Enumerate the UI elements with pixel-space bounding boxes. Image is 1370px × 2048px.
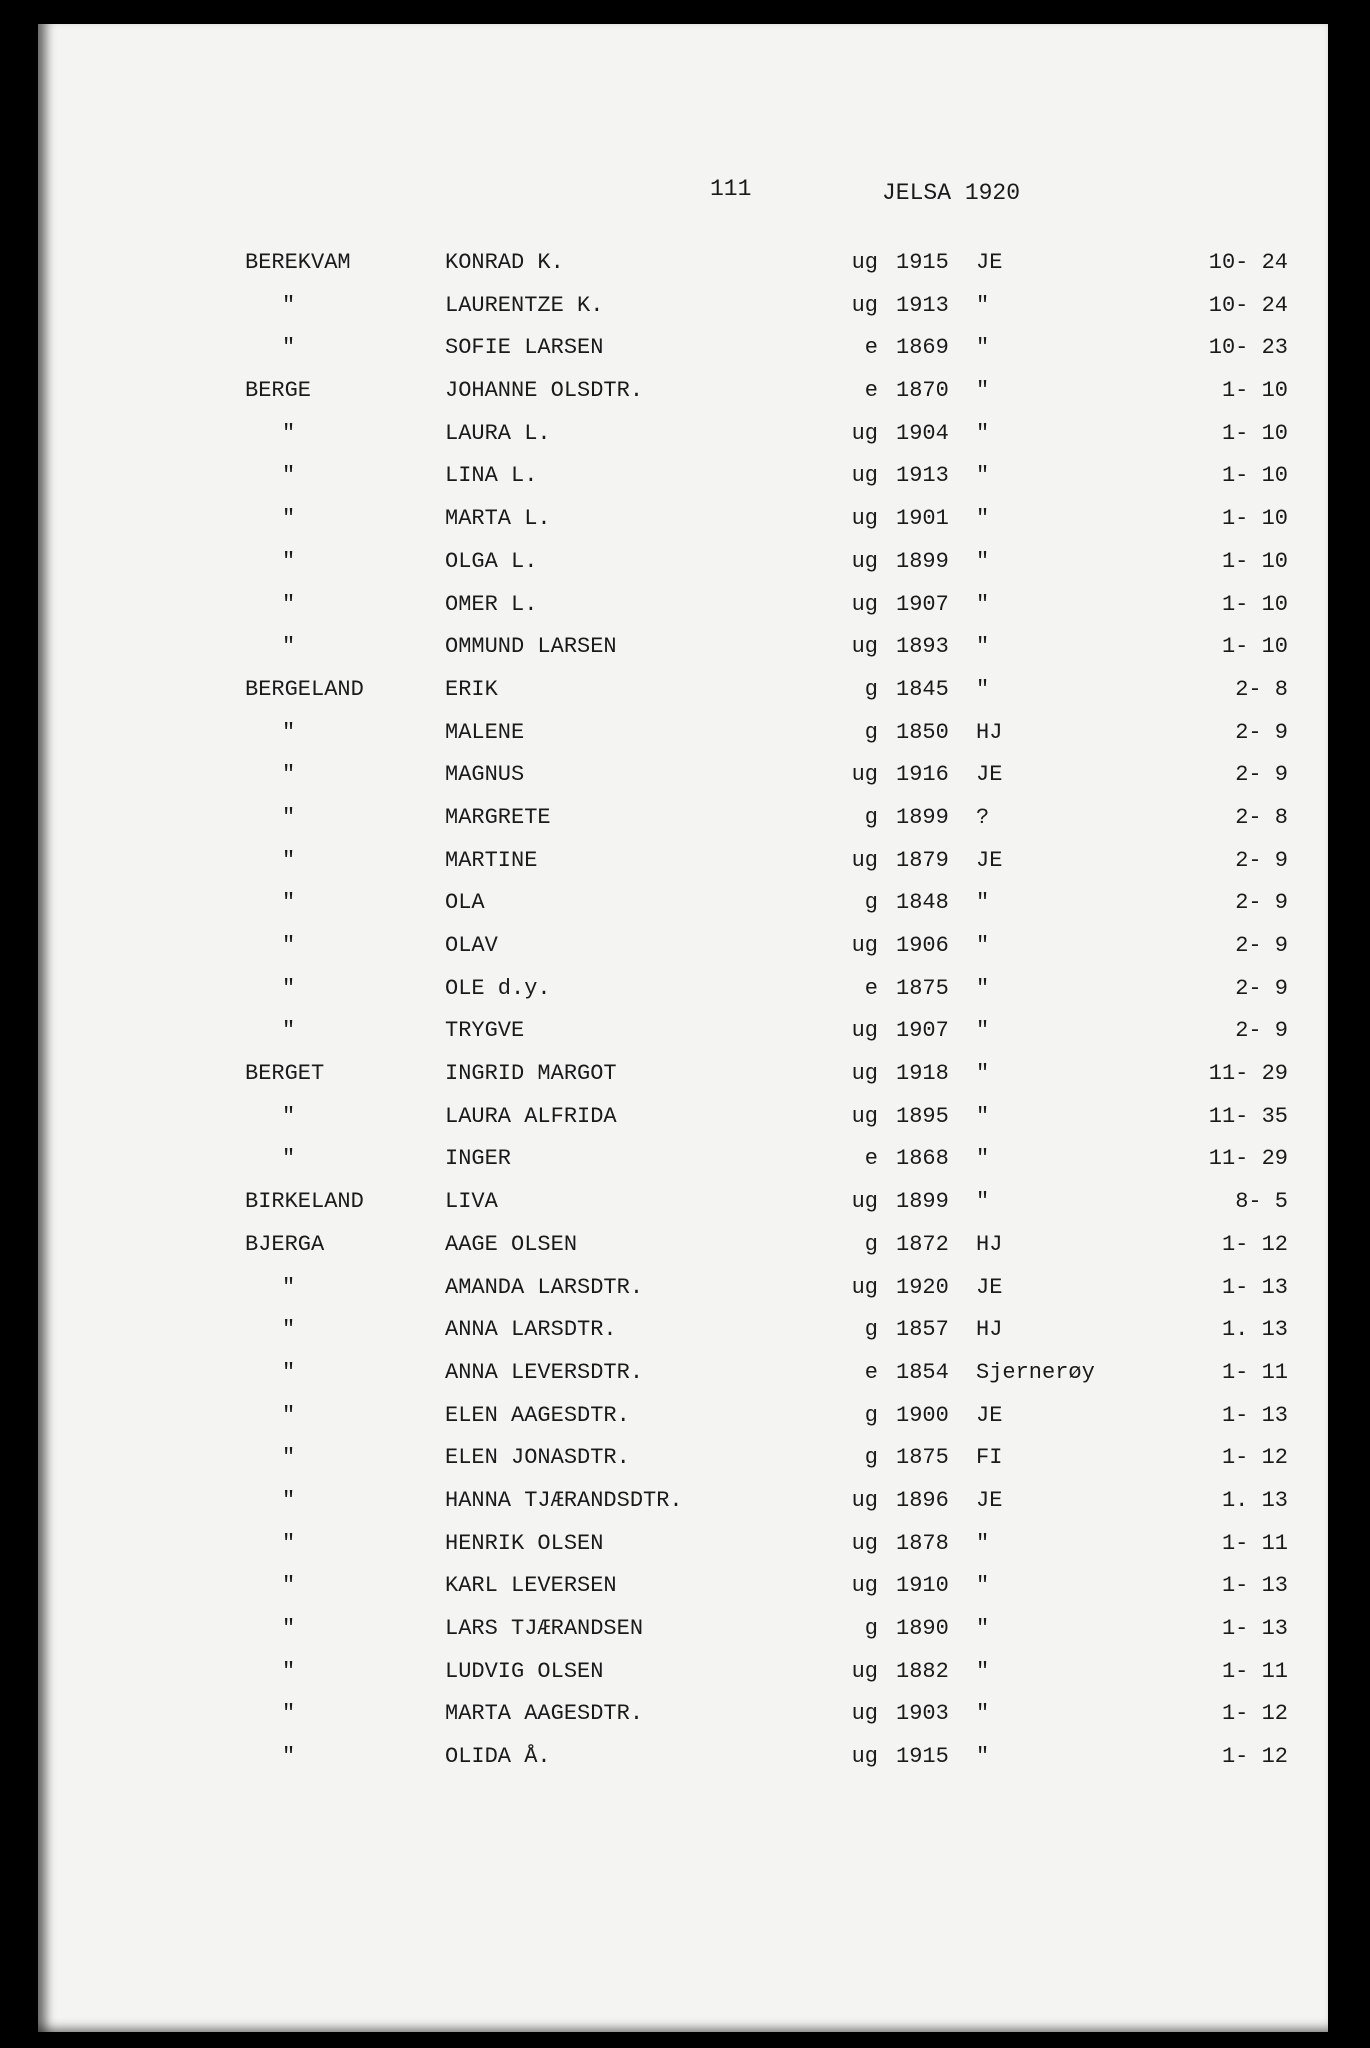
table-row [0, 677, 1370, 720]
person-name: OMER L. [445, 591, 538, 617]
table-row [0, 1701, 1370, 1744]
birth-place: JE [976, 250, 1003, 275]
table-row [0, 720, 1370, 763]
birth-place: " [976, 420, 990, 446]
marital-status: ug [851, 506, 878, 532]
person-name: HENRIK OLSEN [445, 1530, 604, 1556]
farm-name: " [282, 420, 296, 446]
table-row [0, 762, 1370, 805]
table-row [0, 335, 1370, 378]
birth-year: 1913 [896, 463, 949, 489]
person-name: LAURENTZE K. [445, 292, 604, 318]
person-name: HANNA TJÆRANDSDTR. [445, 1487, 683, 1513]
marital-status: g [864, 676, 878, 702]
farm-name: " [282, 1359, 296, 1385]
table-row [0, 976, 1370, 1019]
person-name: OLGA L. [445, 548, 538, 574]
marital-status: e [864, 335, 878, 361]
table-row [0, 1275, 1370, 1318]
farm-name: " [282, 1146, 296, 1172]
farm-name: " [282, 1445, 296, 1471]
reference-number: 1- 13 [1221, 1573, 1288, 1599]
marital-status: ug [851, 847, 878, 873]
marital-status: g [864, 719, 878, 745]
table-row [0, 1531, 1370, 1574]
marital-status: ug [851, 1018, 878, 1044]
birth-place: JE [976, 847, 1003, 873]
page-header [0, 176, 1370, 212]
marital-status: ug [851, 1530, 878, 1556]
reference-number: 11- 35 [1208, 1103, 1288, 1129]
person-name: ANNA LARSDTR. [445, 1317, 617, 1343]
table-row [0, 421, 1370, 464]
marital-status: e [864, 1146, 878, 1172]
reference-number: 1- 12 [1221, 1231, 1288, 1257]
farm-name: " [282, 1573, 296, 1599]
birth-year: 1890 [896, 1616, 949, 1641]
birth-place: " [976, 1530, 990, 1556]
birth-place: JE [976, 1402, 1003, 1428]
farm-name: " [282, 1317, 296, 1343]
marital-status: ug [851, 1487, 878, 1513]
birth-place: FI [976, 1445, 1003, 1471]
person-name: MARTINE [445, 847, 538, 873]
birth-year: 1895 [896, 1103, 949, 1129]
person-name: OLE d.y. [445, 975, 551, 1001]
table-row [0, 463, 1370, 506]
birth-year: 1879 [896, 847, 949, 873]
birth-place: " [976, 548, 990, 574]
birth-year: 1850 [896, 719, 949, 745]
farm-name: " [282, 506, 296, 532]
birth-place: " [976, 975, 990, 1001]
marital-status: ug [851, 1658, 878, 1684]
marital-status: ug [851, 1103, 878, 1129]
birth-place: " [976, 1658, 990, 1684]
reference-number: 1- 11 [1221, 1658, 1288, 1684]
birth-year: 1893 [896, 634, 949, 660]
farm-name: " [282, 847, 296, 873]
reference-number: 1- 12 [1221, 1701, 1288, 1727]
farm-name: " [282, 548, 296, 574]
marital-status: g [864, 1402, 878, 1428]
farm-name: " [282, 591, 296, 617]
birth-year: 1848 [896, 890, 949, 916]
marital-status: g [864, 1445, 878, 1471]
person-name: MARTA L. [445, 506, 551, 532]
birth-year: 1875 [896, 1445, 949, 1471]
marital-status: ug [851, 548, 878, 574]
farm-name: " [282, 762, 296, 788]
table-row [0, 1403, 1370, 1446]
person-name: OLIDA Å. [445, 1744, 551, 1770]
birth-place: " [976, 1103, 990, 1129]
marital-status: ug [851, 1573, 878, 1599]
person-name: LINA L. [445, 463, 538, 489]
marital-status: g [864, 1231, 878, 1257]
person-name: KARL LEVERSEN [445, 1573, 617, 1599]
birth-year: 1906 [896, 933, 949, 958]
page-number: 111 [710, 176, 752, 202]
person-name: ELEN JONASDTR. [445, 1445, 630, 1471]
birth-place: JE [976, 1487, 1003, 1513]
birth-place: HJ [976, 719, 1003, 745]
farm-name: " [282, 634, 296, 660]
table-row [0, 1146, 1370, 1189]
reference-number: 8- 5 [1235, 1189, 1288, 1215]
table-row [0, 1232, 1370, 1275]
reference-number: 2- 8 [1235, 676, 1288, 702]
marital-status: ug [851, 250, 878, 275]
reference-number: 2- 9 [1235, 933, 1288, 958]
birth-place: " [976, 506, 990, 532]
table-row [0, 1488, 1370, 1531]
reference-number: 1- 13 [1221, 1616, 1288, 1641]
reference-number: 10- 24 [1208, 292, 1288, 318]
marital-status: ug [851, 1189, 878, 1215]
reference-number: 2- 9 [1235, 847, 1288, 873]
birth-year: 1915 [896, 250, 949, 275]
farm-name: " [282, 1402, 296, 1428]
reference-number: 2- 8 [1235, 804, 1288, 830]
birth-place: " [976, 1744, 990, 1770]
birth-year: 1916 [896, 762, 949, 788]
farm-name: BERGE [245, 378, 312, 404]
birth-place: " [976, 463, 990, 489]
person-name: LARS TJÆRANDSEN [445, 1616, 644, 1641]
table-row [0, 890, 1370, 933]
birth-year: 1907 [896, 1018, 949, 1044]
reference-number: 1. 13 [1221, 1487, 1288, 1513]
marital-status: ug [851, 1701, 878, 1727]
marital-status: ug [851, 463, 878, 489]
reference-number: 1- 13 [1221, 1402, 1288, 1428]
person-name: AAGE OLSEN [445, 1231, 578, 1257]
table-row [0, 634, 1370, 677]
birth-year: 1896 [896, 1487, 949, 1513]
birth-place: " [976, 1061, 990, 1087]
marital-status: ug [851, 1061, 878, 1087]
table-row [0, 1104, 1370, 1147]
reference-number: 1- 12 [1221, 1445, 1288, 1471]
reference-number: 2- 9 [1235, 975, 1288, 1001]
person-name: OLA [445, 890, 485, 916]
birth-year: 1904 [896, 420, 949, 446]
birth-year: 1899 [896, 1189, 949, 1215]
reference-number: 1- 13 [1221, 1274, 1288, 1300]
birth-year: 1899 [896, 804, 949, 830]
farm-name: " [282, 1616, 296, 1641]
farm-name: " [282, 1487, 296, 1513]
reference-number: 2- 9 [1235, 1018, 1288, 1044]
marital-status: ug [851, 420, 878, 446]
person-name: OLAV [445, 933, 498, 958]
table-row [0, 378, 1370, 421]
reference-number: 11- 29 [1208, 1146, 1288, 1172]
reference-number: 10- 24 [1208, 250, 1288, 275]
farm-name: " [282, 890, 296, 916]
table-row [0, 1317, 1370, 1360]
farm-name: " [282, 933, 296, 958]
farm-name: BJERGA [245, 1231, 325, 1257]
person-name: KONRAD K. [445, 250, 564, 275]
farm-name: " [282, 1018, 296, 1044]
person-name: ELEN AAGESDTR. [445, 1402, 630, 1428]
birth-year: 1901 [896, 506, 949, 532]
farm-name: " [282, 1274, 296, 1300]
reference-number: 1. 13 [1221, 1317, 1288, 1343]
marital-status: ug [851, 292, 878, 318]
reference-number: 1- 11 [1221, 1359, 1288, 1385]
birth-place: " [976, 292, 990, 318]
reference-number: 1- 10 [1221, 463, 1288, 489]
marital-status: ug [851, 1274, 878, 1300]
marital-status: ug [851, 762, 878, 788]
birth-year: 1900 [896, 1402, 949, 1428]
birth-year: 1882 [896, 1658, 949, 1684]
marital-status: ug [851, 1744, 878, 1770]
birth-place: ? [976, 804, 990, 830]
table-row [0, 1744, 1370, 1787]
reference-number: 1- 10 [1221, 591, 1288, 617]
birth-year: 1870 [896, 378, 949, 404]
person-name: INGRID MARGOT [445, 1061, 617, 1087]
reference-number: 1- 10 [1221, 548, 1288, 574]
marital-status: e [864, 1359, 878, 1385]
reference-number: 1- 10 [1221, 506, 1288, 532]
farm-name: " [282, 1103, 296, 1129]
birth-place: " [976, 591, 990, 617]
farm-name: " [282, 1744, 296, 1770]
table-row [0, 848, 1370, 891]
person-name: MARTA AAGESDTR. [445, 1701, 644, 1727]
reference-number: 2- 9 [1235, 719, 1288, 745]
person-name: TRYGVE [445, 1018, 525, 1044]
farm-name: " [282, 804, 296, 830]
birth-place: HJ [976, 1317, 1003, 1343]
birth-place: " [976, 1189, 990, 1215]
birth-year: 1903 [896, 1701, 949, 1727]
table-row [0, 1616, 1370, 1659]
person-name: MAGNUS [445, 762, 525, 788]
marital-status: ug [851, 634, 878, 660]
farm-name: " [282, 975, 296, 1001]
person-name: ERIK [445, 676, 498, 702]
birth-place: " [976, 1018, 990, 1044]
page-title: JELSA 1920 [882, 180, 1021, 206]
person-name: LAURA L. [445, 420, 551, 446]
census-list [0, 250, 1370, 1787]
farm-name: " [282, 292, 296, 318]
table-row [0, 1061, 1370, 1104]
birth-place: " [976, 933, 990, 958]
table-row [0, 506, 1370, 549]
table-row [0, 1659, 1370, 1702]
birth-place: " [976, 378, 990, 404]
farm-name: BEREKVAM [245, 250, 351, 275]
birth-place: HJ [976, 1231, 1003, 1257]
birth-year: 1913 [896, 292, 949, 318]
table-row [0, 1360, 1370, 1403]
marital-status: g [864, 804, 878, 830]
table-row [0, 1445, 1370, 1488]
reference-number: 11- 29 [1208, 1061, 1288, 1087]
table-row [0, 549, 1370, 592]
marital-status: g [864, 890, 878, 916]
person-name: AMANDA LARSDTR. [445, 1274, 644, 1300]
birth-year: 1872 [896, 1231, 949, 1257]
person-name: OMMUND LARSEN [445, 634, 617, 660]
birth-year: 1878 [896, 1530, 949, 1556]
birth-year: 1869 [896, 335, 949, 361]
farm-name: " [282, 1701, 296, 1727]
marital-status: e [864, 378, 878, 404]
birth-year: 1918 [896, 1061, 949, 1087]
birth-place: JE [976, 1274, 1003, 1300]
birth-year: 1899 [896, 548, 949, 574]
birth-year: 1854 [896, 1359, 949, 1385]
farm-name: BIRKELAND [245, 1189, 364, 1215]
table-row [0, 805, 1370, 848]
birth-place: " [976, 676, 990, 702]
reference-number: 1- 10 [1221, 378, 1288, 404]
birth-year: 1910 [896, 1573, 949, 1599]
person-name: ANNA LEVERSDTR. [445, 1359, 644, 1385]
marital-status: e [864, 975, 878, 1001]
birth-place: " [976, 335, 990, 361]
reference-number: 1- 11 [1221, 1530, 1288, 1556]
person-name: LUDVIG OLSEN [445, 1658, 604, 1684]
birth-place: " [976, 1573, 990, 1599]
birth-place: JE [976, 762, 1003, 788]
table-row [0, 1573, 1370, 1616]
birth-year: 1845 [896, 676, 949, 702]
person-name: LAURA ALFRIDA [445, 1103, 617, 1129]
table-row [0, 250, 1370, 293]
person-name: JOHANNE OLSDTR. [445, 378, 644, 404]
table-row [0, 293, 1370, 336]
farm-name: " [282, 1658, 296, 1684]
farm-name: " [282, 335, 296, 361]
birth-place: Sjernerøy [976, 1359, 1095, 1385]
person-name: INGER [445, 1146, 512, 1172]
birth-place: " [976, 1701, 990, 1727]
reference-number: 10- 23 [1208, 335, 1288, 361]
birth-year: 1920 [896, 1274, 949, 1300]
table-row [0, 933, 1370, 976]
marital-status: g [864, 1317, 878, 1343]
table-row [0, 592, 1370, 635]
person-name: MALENE [445, 719, 525, 745]
farm-name: " [282, 719, 296, 745]
marital-status: g [864, 1616, 878, 1641]
reference-number: 1- 10 [1221, 634, 1288, 660]
marital-status: ug [851, 933, 878, 958]
farm-name: BERGELAND [245, 676, 364, 702]
birth-place: " [976, 1146, 990, 1172]
marital-status: ug [851, 591, 878, 617]
table-row [0, 1018, 1370, 1061]
farm-name: BERGET [245, 1061, 325, 1087]
reference-number: 2- 9 [1235, 762, 1288, 788]
birth-place: " [976, 1616, 990, 1641]
reference-number: 2- 9 [1235, 890, 1288, 916]
birth-year: 1868 [896, 1146, 949, 1172]
birth-year: 1915 [896, 1744, 949, 1770]
farm-name: " [282, 1530, 296, 1556]
farm-name: " [282, 463, 296, 489]
reference-number: 1- 10 [1221, 420, 1288, 446]
person-name: MARGRETE [445, 804, 551, 830]
reference-number: 1- 12 [1221, 1744, 1288, 1770]
birth-year: 1907 [896, 591, 949, 617]
table-row [0, 1189, 1370, 1232]
birth-year: 1875 [896, 975, 949, 1001]
birth-place: " [976, 890, 990, 916]
person-name: SOFIE LARSEN [445, 335, 604, 361]
birth-place: " [976, 634, 990, 660]
birth-year: 1857 [896, 1317, 949, 1343]
person-name: LIVA [445, 1189, 498, 1215]
